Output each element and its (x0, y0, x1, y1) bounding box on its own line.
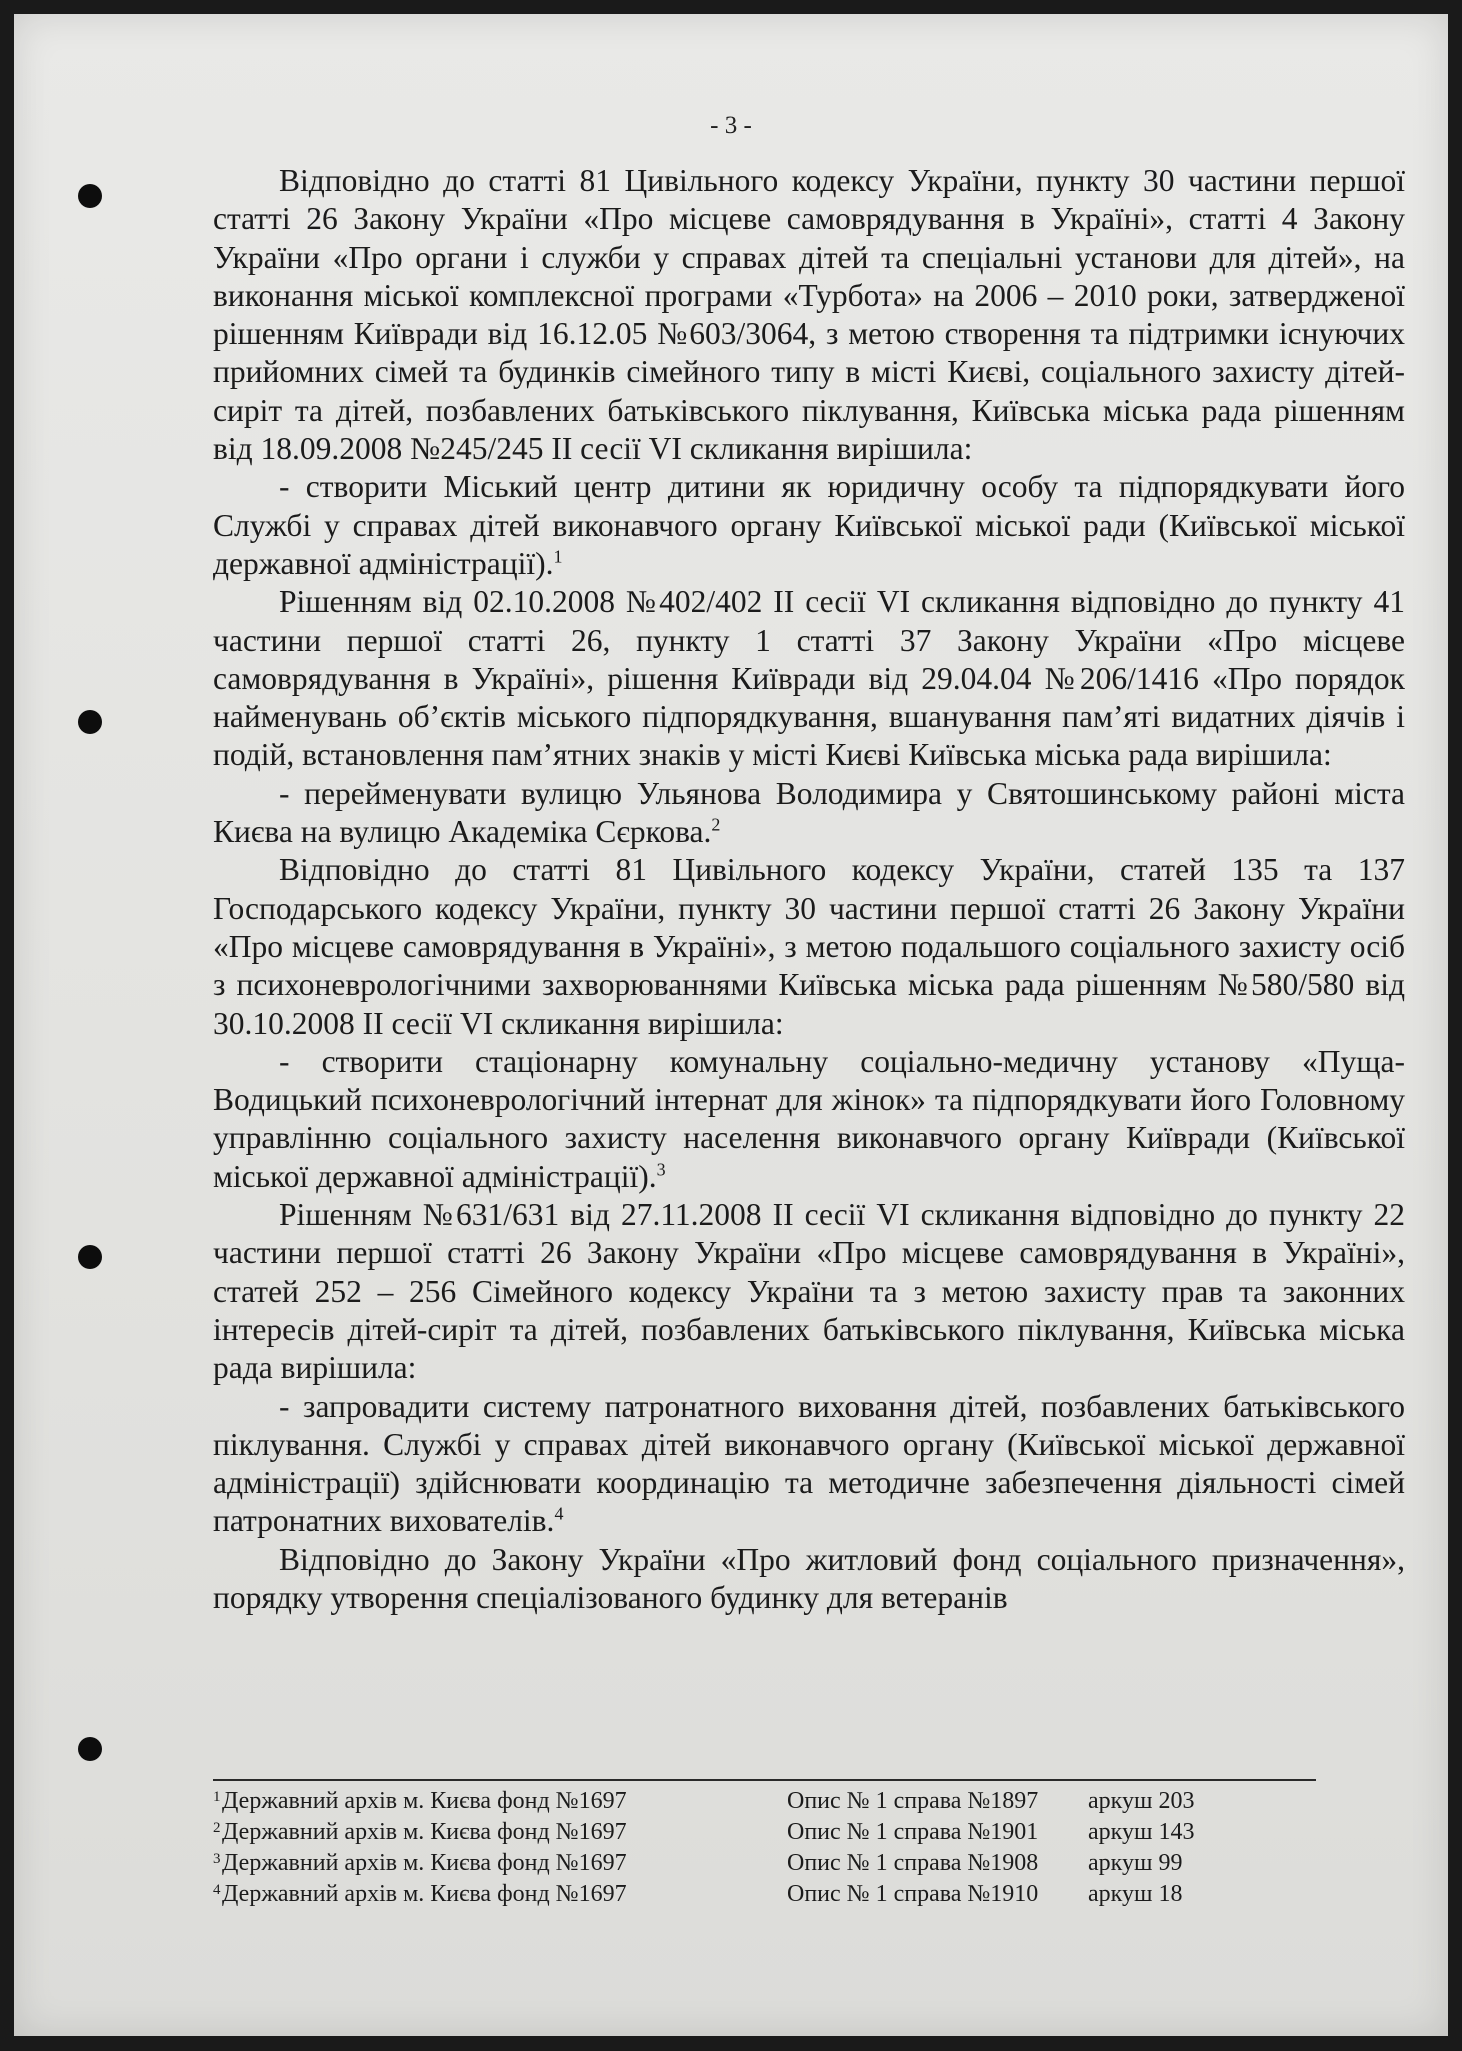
paragraph: Відповідно до статті 81 Цивільного кодексу України, пункту 30 частини першої статті 26 Закону України «Про місцеве самоврядування в Україні», статті 4 Закону України «Про органи і служби у справах дітей та спеціальні установи для дітей», на виконання міської комплексної програми «Турбота» на 2006 – 2010 роки, затвердженої рішенням Київради від 16.12.05 №603/3064, з метою створення та підтримки існуючих прийомних сімей та будинків сімейного типу в місті Києві, соціального захисту дітей-сиріт та дітей, позбавлених батьківського піклування, Київська міська рада рішенням від 18.09.2008 №245/245 ІІ сесії VІ скликання вирішила: (213, 163, 1405, 467)
footnote-arkush: аркуш 143 (1088, 1819, 1195, 1845)
paragraph: Відповідно до статті 81 Цивільного кодексу України, статей 135 та 137 Господарського кодексу України, пункту 30 частини першої статті 26 Закону України «Про місцеве самоврядування в Україні», з метою подальшого соціального захисту осіб з психоневрологічними захворюваннями Київська міська рада рішенням №580/580 від 30.10.2008 ІІ сесії VІ скликання вирішила: (213, 852, 1405, 1041)
footnote (213, 1786, 1363, 1817)
footnote-opys: Опис № 1 справа №1901 (787, 1819, 1039, 1845)
footnote-arkush: аркуш 18 (1088, 1881, 1183, 1907)
footnote-ref: 4 (554, 1503, 564, 1524)
footnote-ref: 1 (553, 546, 563, 567)
document-page (14, 14, 1448, 2036)
footnote-archive: Державний архів м. Києва фонд №1697 (222, 1850, 627, 1876)
punch-hole (78, 184, 102, 208)
footnote (213, 1879, 1363, 1910)
footnote-number: 3 (213, 1851, 221, 1867)
footnote-opys: Опис № 1 справа №1910 (787, 1881, 1039, 1907)
punch-hole (78, 1737, 102, 1761)
decision-item: - перейменувати вулицю Ульянова Володимира у Святошинському районі міста Києва на вулицю Академіка Сєркова.$^2$ (213, 775, 1405, 850)
footnote-opys: Опис № 1 справа №1897 (787, 1788, 1039, 1814)
footnote-ref: 3 (656, 1159, 666, 1180)
footnote-archive: Державний архів м. Києва фонд №1697 (222, 1881, 627, 1907)
decision-item: - запровадити систему патронатного виховання дітей, позбавлених батьківського піклування. Службі у справах дітей виконавчого органу (Київської міської державної адміністрації) здійснювати координацію та методичне забезпечення діяльності сімей патронатних вихователів.$^4$ (213, 1388, 1405, 1539)
paragraph: Відповідно до Закону України «Про житловий фонд соціального призначення», порядку утворення спеціалізованого будинку для ветеранів (213, 1541, 1405, 1615)
footnote-number: 2 (213, 1820, 221, 1836)
footnote-arkush: аркуш 203 (1088, 1788, 1195, 1814)
footnote-number: 1 (213, 1789, 221, 1805)
decision-item: - створити стаціонарну комунальну соціально-медичну установу «Пуща-Водицький психоневрологічний інтернат для жінок» та підпорядкувати його Головному управлінню соціального захисту населення виконавчого органу Київради (Київської міської державної адміністрації).$^3$ (213, 1043, 1405, 1194)
body-text (213, 162, 1405, 1617)
footnote-ref: 2 (711, 814, 721, 835)
footnote-number: 4 (213, 1882, 221, 1898)
footnote-archive: Державний архів м. Києва фонд №1697 (222, 1819, 627, 1845)
punch-hole (78, 1245, 102, 1269)
decision-item: - створити Міський центр дитини як юридичну особу та підпорядкувати його Службі у справах дітей виконавчого органу Київської міської ради (Київської міської державної адміністрації).$^1$ (213, 469, 1405, 581)
page-number: - 3 - (710, 112, 752, 139)
footnote-divider (213, 1779, 1316, 1781)
footnote-arkush: аркуш 99 (1088, 1850, 1183, 1876)
footnote (213, 1817, 1363, 1848)
punch-hole (78, 710, 102, 734)
footnotes (213, 1786, 1363, 1910)
paragraph: Рішенням №631/631 від 27.11.2008 ІІ сесії VІ скликання відповідно до пункту 22 частини першої статті 26 Закону України «Про місцеве самоврядування в Україні», статей 252 – 256 Сімейного кодексу України та з метою захисту прав та законних інтересів дітей-сиріт та дітей, позбавлених батьківського піклування, Київська міська рада вирішила: (213, 1197, 1405, 1386)
footnote-opys: Опис № 1 справа №1908 (787, 1850, 1039, 1876)
footnote (213, 1848, 1363, 1879)
paragraph: Рішенням від 02.10.2008 №402/402 ІІ сесії VІ скликання відповідно до пункту 41 частини першої статті 26, пункту 1 статті 37 Закону України «Про місцеве самоврядування в Україні», рішення Київради від 29.04.04 №206/1416 «Про порядок найменувань об’єктів міського підпорядкування, вшанування пам’яті видатних діячів і подій, встановлення пам’ятних знаків у місті Києві Київська міська рада вирішила: (213, 584, 1405, 773)
footnote-archive: Державний архів м. Києва фонд №1697 (222, 1788, 627, 1814)
